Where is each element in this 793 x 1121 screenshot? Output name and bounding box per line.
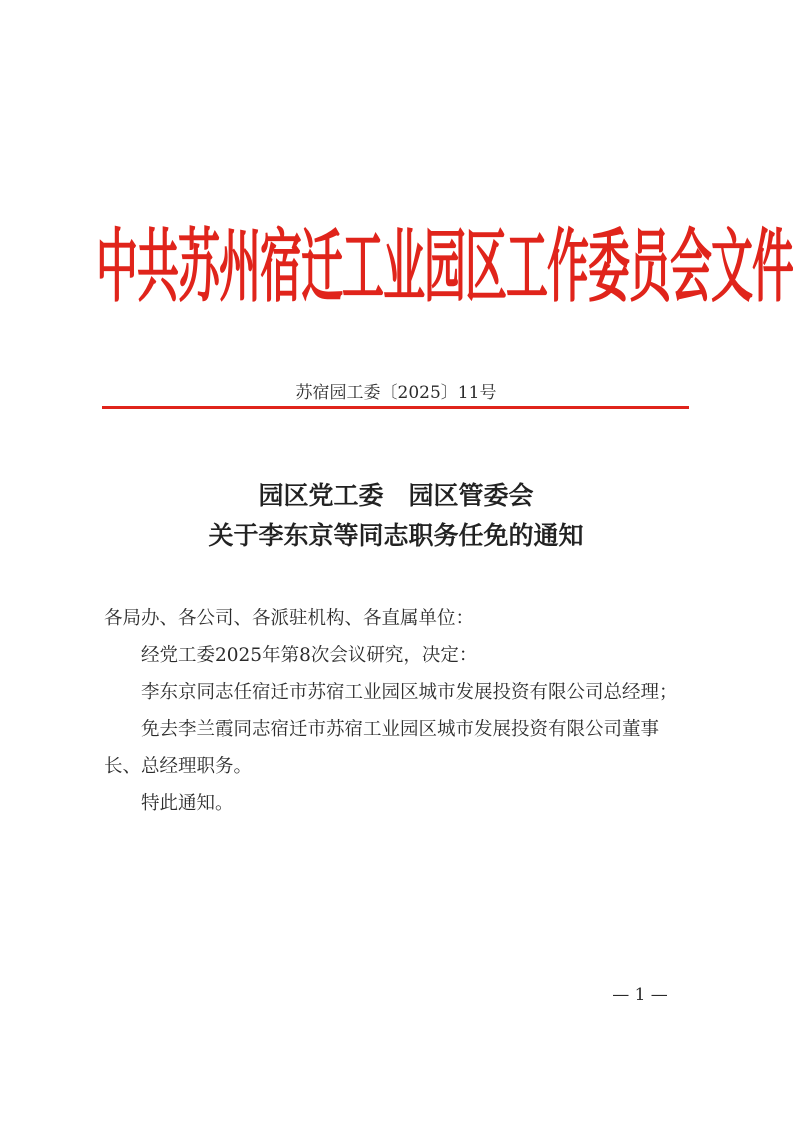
document-red-header-title: 中共苏州宿迁工业园区工作委员会文件 — [96, 220, 793, 314]
decision-intro-paragraph: 经党工委2025年第8次会议研究，决定： — [141, 645, 478, 666]
dismissal-paragraph: 免去李兰霞同志宿迁市苏宿工业园区城市发展投资有限公司董事长、总经理职务。 — [104, 719, 660, 777]
notice-title-line-1: 园区党工委 园区管委会 — [258, 481, 534, 510]
red-header-divider — [102, 406, 689, 409]
notice-body — [104, 600, 694, 822]
notice-title-line-2: 关于李东京等同志职务任免的通知 — [208, 521, 584, 550]
addressee-line: 各局办、各公司、各派驻机构、各直属单位： — [104, 608, 475, 629]
appointment-paragraph: 李东京同志任宿迁市苏宿工业园区城市发展投资有限公司总经理； — [141, 682, 678, 703]
closing-paragraph: 特此通知。 — [141, 793, 234, 814]
document-number: 苏宿园工委〔2025〕11号 — [295, 383, 497, 403]
page-number: — 1 — — [612, 985, 668, 1005]
notice-title — [96, 476, 696, 556]
